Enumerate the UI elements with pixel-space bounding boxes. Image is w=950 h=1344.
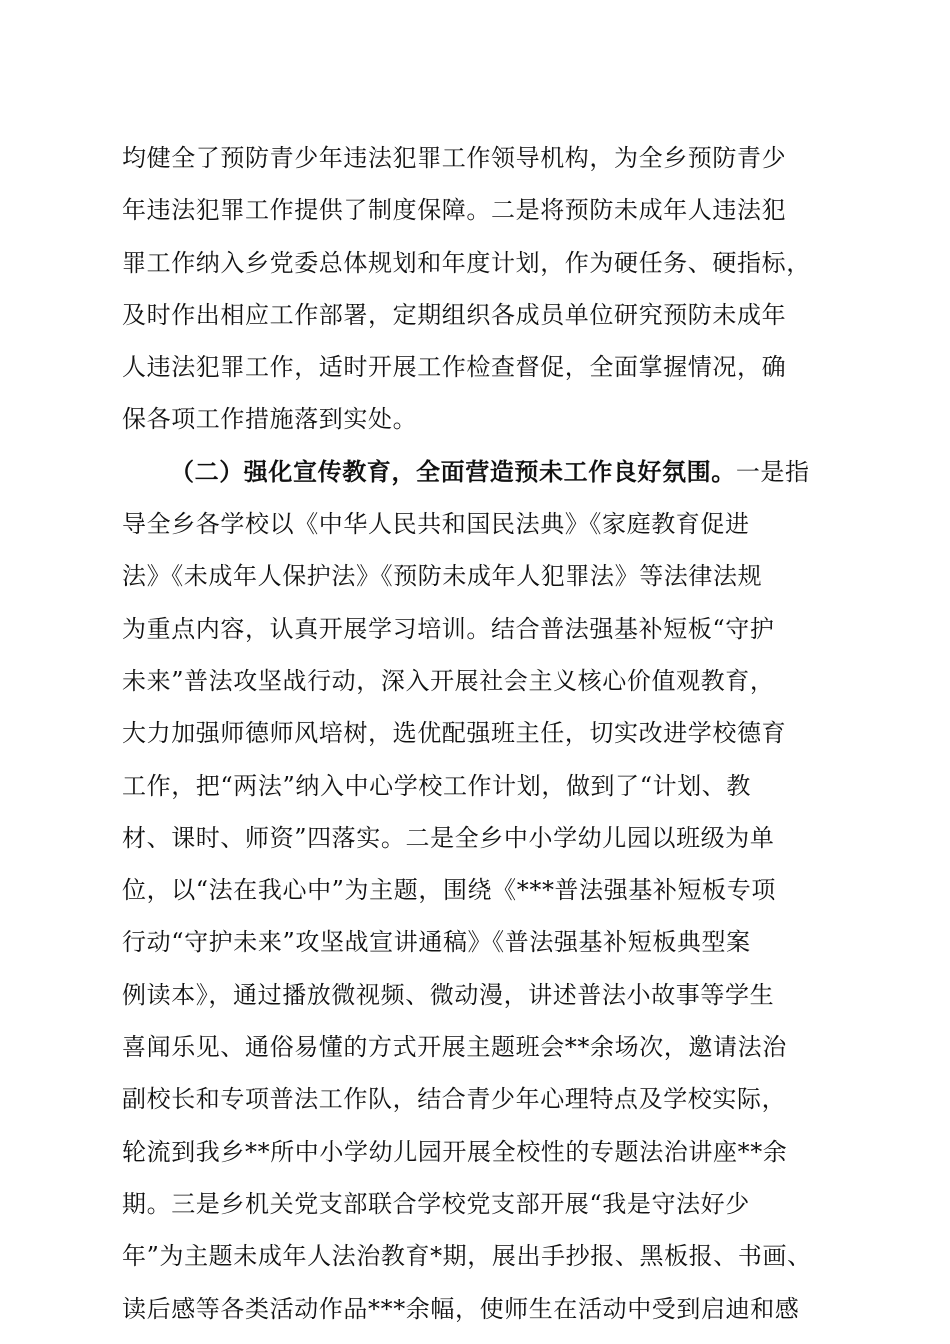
- text-line-3: 罪工作纳入乡党委总体规划和年度计划，作为硬任务、硬指标，: [122, 248, 811, 277]
- text-line-20: 轮流到我乡**所中小学幼儿园开展全校性的专题法治讲座**余: [122, 1137, 788, 1166]
- text-line-10: 为重点内容，认真开展学习培训。结合普法强基补短板“守护: [122, 614, 775, 643]
- text-line-17: 例读本》，通过播放微视频、微动漫，讲述普法小故事等学生: [122, 980, 775, 1009]
- text-line-4: 及时作出相应工作部署，定期组织各成员单位研究预防未成年: [122, 300, 787, 329]
- text-line-23: 读后感等各类活动作品***余幅，使师生在活动中受到启迪和感: [122, 1294, 800, 1323]
- section-heading: （二）强化宣传教育，全面营造预未工作良好氛围。: [170, 456, 736, 486]
- text-line-14: 材、课时、师资”四落实。二是全乡中小学幼儿园以班级为单: [122, 823, 775, 852]
- text-line-2: 年违法犯罪工作提供了制度保障。二是将预防未成年人违法犯: [122, 196, 787, 225]
- text-line-6: 保各项工作措施落到实处。: [122, 405, 418, 434]
- section-heading-line: [122, 446, 832, 498]
- body-text: [122, 132, 832, 1335]
- text-line-12: 大力加强师德师风培树，选优配强班主任，切实改进学校德育: [122, 719, 787, 748]
- text-line-21: 期。三是乡机关党支部联合学校党支部开展“我是守法好少: [122, 1189, 750, 1218]
- text-line-8: 导全乡各学校以《中华人民共和国民法典》《家庭教育促进: [122, 510, 750, 539]
- text-line-16: 行动“守护未来”攻坚战宣讲通稿》《普法强基补短板典型案: [122, 928, 751, 957]
- text-line-9: 法》《未成年人保护法》《预防未成年人犯罪法》等法律法规: [122, 562, 763, 591]
- text-line-1: 均健全了预防青少年违法犯罪工作领导机构，为全乡预防青少: [122, 144, 787, 172]
- text-line-22: 年”为主题未成年人法治教育*期，展出手抄报、黑板报、书画、: [122, 1242, 812, 1271]
- text-line-18: 喜闻乐见、通俗易懂的方式开展主题班会**余场次，邀请法治: [122, 1033, 787, 1062]
- text-line-11: 未来”普法攻坚战行动，深入开展社会主义核心价值观教育，: [122, 666, 775, 695]
- text-line-13: 工作，把“两法”纳入中心学校工作计划，做到了“计划、教: [122, 771, 752, 800]
- text-line-15: 位，以“法在我心中”为主题，围绕《***普法强基补短板专项: [122, 876, 776, 905]
- section-heading-continuation: 一是指: [735, 457, 810, 486]
- text-line-5: 人违法犯罪工作，适时开展工作检查督促，全面掌握情况，确: [122, 353, 787, 382]
- text-line-19: 副校长和专项普法工作队，结合青少年心理特点及学校实际，: [122, 1085, 787, 1114]
